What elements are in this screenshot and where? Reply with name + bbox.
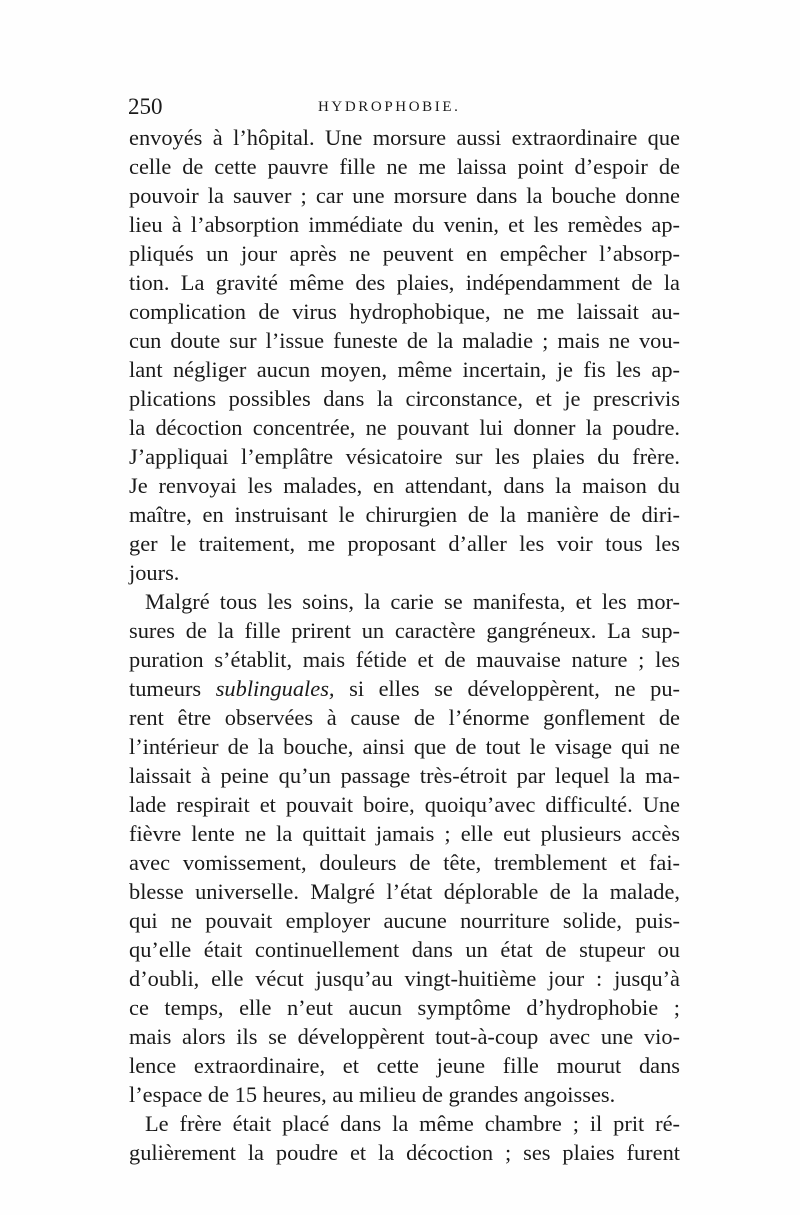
text-segment: tumeurs bbox=[129, 676, 202, 701]
text-line: lade respirait et pouvait boire, quoiqu’avec difficulté. Une bbox=[129, 792, 680, 817]
text-line: complication de virus hydrophobique, ne me laissait au- bbox=[129, 299, 680, 324]
mixed-style-line bbox=[129, 674, 680, 703]
text-line: l’espace de 15 heures, au milieu de grandes angoisses. bbox=[129, 1082, 616, 1107]
text-line: lieu à l’absorption immédiate du venin, et les remèdes ap- bbox=[129, 212, 680, 237]
text-line: lence extraordinaire, et cette jeune fille mourut dans bbox=[129, 1053, 680, 1078]
text-line: cun doute sur l’issue funeste de la maladie ; mais ne vou- bbox=[129, 328, 680, 353]
text-line: J’appliquai l’emplâtre vésicatoire sur les plaies du frère. bbox=[129, 444, 680, 469]
text-line: laissait à peine qu’un passage très-étroit par lequel la ma- bbox=[129, 763, 680, 788]
text-line: lant négliger aucun moyen, même incertain, je fis les ap- bbox=[129, 357, 680, 382]
text-line: avec vomissement, douleurs de tête, tremblement et fai- bbox=[129, 850, 680, 875]
text-line: pouvoir la sauver ; car une morsure dans la bouche donne bbox=[129, 183, 680, 208]
running-title: HYDROPHOBIE. bbox=[318, 99, 461, 115]
text-line: fièvre lente ne la quittait jamais ; elle eut plusieurs accès bbox=[129, 821, 680, 846]
text-line: gulièrement la poudre et la décoction ; ses plaies furent bbox=[129, 1140, 680, 1165]
text-line: d’oubli, elle vécut jusqu’au vingt-huitième jour : jusqu’à bbox=[129, 966, 680, 991]
text-line: tion. La gravité même des plaies, indépendamment de la bbox=[129, 270, 680, 295]
text-line: sures de la fille prirent un caractère gangréneux. La sup- bbox=[129, 618, 680, 643]
text-segment: si elles se développèrent, ne pu- bbox=[349, 676, 680, 701]
text-line: ce temps, elle n’eut aucun symptôme d’hydrophobie ; bbox=[129, 995, 680, 1020]
text-line: l’intérieur de la bouche, ainsi que de tout le visage qui ne bbox=[129, 734, 680, 759]
text-line: pliqués un jour après ne peuvent en empêcher l’absorp- bbox=[129, 241, 680, 266]
text-line: Je renvoyai les malades, en attendant, dans la maison du bbox=[129, 473, 680, 498]
text-line: blesse universelle. Malgré l’état déplorable de la malade, bbox=[129, 879, 680, 904]
text-line: rent être observées à cause de l’énorme gonflement de bbox=[129, 705, 680, 730]
italic-term: sublinguales, bbox=[215, 676, 335, 701]
text-line: ger le traitement, me proposant d’aller les voir tous les bbox=[129, 531, 680, 556]
text-line: puration s’établit, mais fétide et de mauvaise nature ; les bbox=[129, 647, 680, 672]
text-line: plications possibles dans la circonstance, et je prescrivis bbox=[129, 386, 680, 411]
paragraph-start-line: Malgré tous les soins, la carie se manifesta, et les mor- bbox=[145, 589, 680, 614]
body-text bbox=[129, 123, 680, 1167]
page-number: 250 bbox=[128, 94, 163, 119]
text-line: celle de cette pauvre fille ne me laissa point d’espoir de bbox=[129, 154, 680, 179]
text-line: qu’elle était continuellement dans un état de stupeur ou bbox=[129, 937, 680, 962]
text-line: jours. bbox=[129, 560, 180, 585]
paragraph-start-line: Le frère était placé dans la même chambre ; il prit ré- bbox=[145, 1111, 680, 1136]
text-line: envoyés à l’hôpital. Une morsure aussi extraordinaire que bbox=[129, 125, 680, 150]
text-line: la décoction concentrée, ne pouvant lui donner la poudre. bbox=[129, 415, 680, 440]
running-head bbox=[128, 93, 680, 121]
text-line: mais alors ils se développèrent tout-à-coup avec une vio- bbox=[129, 1024, 680, 1049]
text-line: qui ne pouvait employer aucune nourriture solide, puis- bbox=[129, 908, 680, 933]
text-line: maître, en instruisant le chirurgien de la manière de diri- bbox=[129, 502, 680, 527]
